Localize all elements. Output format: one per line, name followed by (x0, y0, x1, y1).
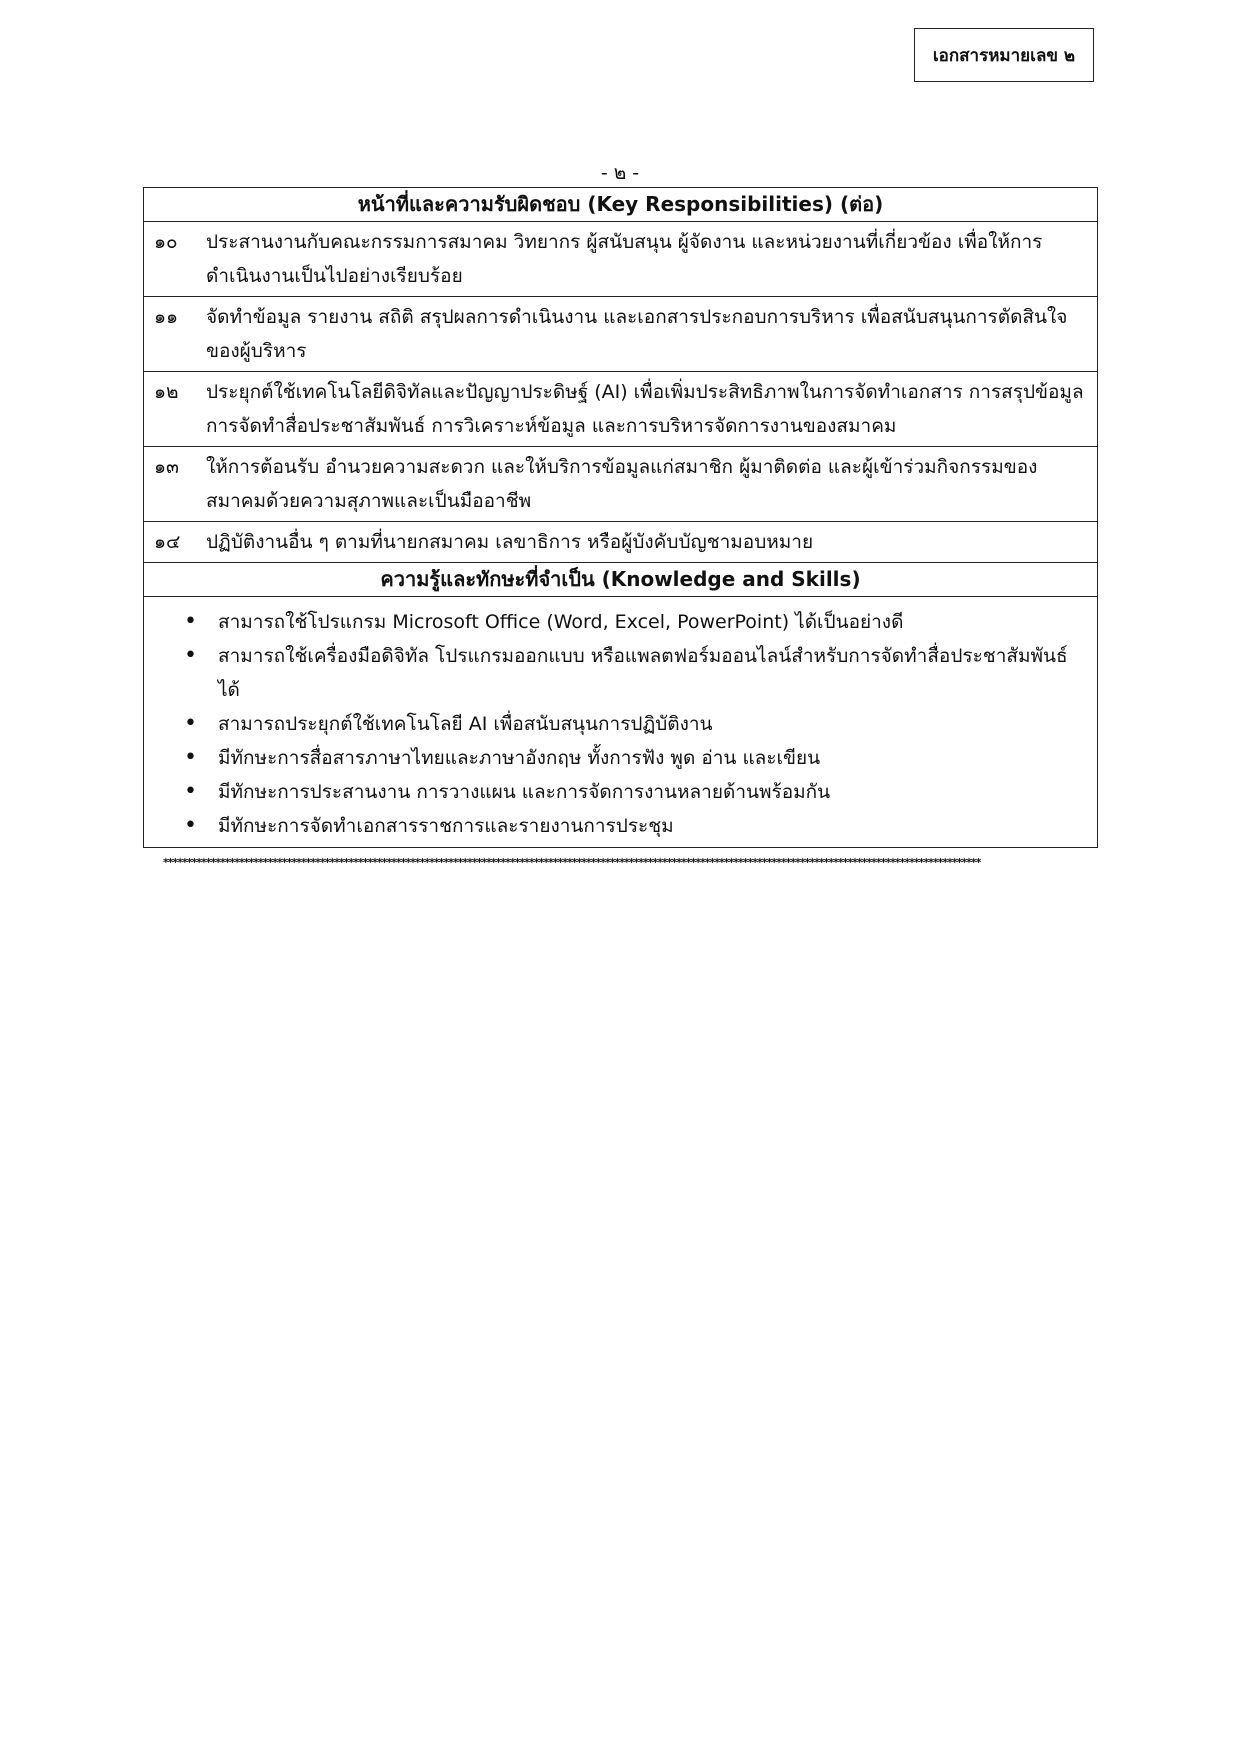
item-text: ประยุกต์ใช้เทคโนโลยีดิจิทัลและปัญญาประดิษฐ์ (AI) เพื่อเพิ่มประสิทธิภาพในการจัดทำเอกสาร การสรุปข้อมูล การจัดทำสื่อประชาสัมพันธ์ การวิเคราะห์ข้อมูล และการบริหารจัดการงานของสมาคม (206, 381, 1084, 437)
skill-text: สามารถประยุกต์ใช้เทคโนโลยี AI เพื่อสนับสนุนการปฏิบัติงาน (218, 713, 713, 735)
bullet-icon: • (184, 609, 197, 634)
list-item (184, 707, 1087, 741)
bullet-icon: • (184, 643, 197, 668)
skill-text: มีทักษะการจัดทำเอกสารราชการและรายงานการประชุม (218, 815, 674, 837)
document-number-label: เอกสารหมายเลข ๒ (914, 28, 1094, 82)
skill-text: สามารถใช้โปรแกรม Microsoft Office (Word, Excel, PowerPoint) ได้เป็นอย่างดี (218, 611, 904, 633)
list-item (184, 605, 1087, 639)
skill-text: สามารถใช้เครื่องมือดิจิทัล โปรแกรมออกแบบ หรือแพลตฟอร์มออนไลน์สำหรับการจัดทำสื่อประชาสัมพันธ์ได้ (218, 645, 1068, 701)
table-row (144, 222, 1098, 297)
job-description-table (143, 187, 1098, 848)
bullet-icon: • (184, 779, 197, 804)
table-row (144, 297, 1098, 372)
skill-text: มีทักษะการสื่อสารภาษาไทยและภาษาอังกฤษ ทั้งการฟัง พูด อ่าน และเขียน (218, 747, 821, 769)
item-text: ประสานงานกับคณะกรรมการสมาคม วิทยากร ผู้สนับสนุน ผู้จัดงาน และหน่วยงานที่เกี่ยวข้อง เพื่อให้การดำเนินงานเป็นไปอย่างเรียบร้อย (206, 231, 1043, 287)
bullet-icon: • (184, 711, 197, 736)
bullet-icon: • (184, 813, 197, 838)
table-row (144, 372, 1098, 447)
table-row (144, 447, 1098, 522)
item-number: ๑๐ (154, 231, 178, 253)
page-number: - ๒ - (600, 162, 640, 184)
bullet-icon: • (184, 745, 197, 770)
item-number: ๑๒ (154, 381, 179, 403)
item-text: จัดทำข้อมูล รายงาน สถิติ สรุปผลการดำเนินงาน และเอกสารประกอบการบริหาร เพื่อสนับสนุนการตัดสินใจของผู้บริหาร (206, 306, 1068, 362)
list-item (184, 809, 1087, 843)
end-separator: **************************************************************************************************************************************************************************** (163, 856, 981, 869)
item-number: ๑๑ (154, 306, 179, 328)
skill-text: มีทักษะการประสานงาน การวางแผน และการจัดการงานหลายด้านพร้อมกัน (218, 781, 831, 803)
list-item (184, 775, 1087, 809)
item-number: ๑๓ (154, 456, 180, 478)
skills-header: ความรู้และทักษะที่จำเป็น (Knowledge and Skills) (144, 563, 1098, 597)
item-text: ปฏิบัติงานอื่น ๆ ตามที่นายกสมาคม เลขาธิการ หรือผู้บังคับบัญชามอบหมาย (206, 531, 814, 553)
table-row (144, 522, 1098, 563)
skills-list (144, 597, 1097, 847)
list-item (184, 639, 1087, 707)
responsibilities-header: หน้าที่และความรับผิดชอบ (Key Responsibilities) (ต่อ) (144, 188, 1098, 222)
item-number: ๑๔ (154, 531, 181, 553)
list-item (184, 741, 1087, 775)
item-text: ให้การต้อนรับ อำนวยความสะดวก และให้บริการข้อมูลแก่สมาชิก ผู้มาติดต่อ และผู้เข้าร่วมกิจกรรมของสมาคมด้วยความสุภาพและเป็นมืออาชีพ (206, 456, 1038, 512)
